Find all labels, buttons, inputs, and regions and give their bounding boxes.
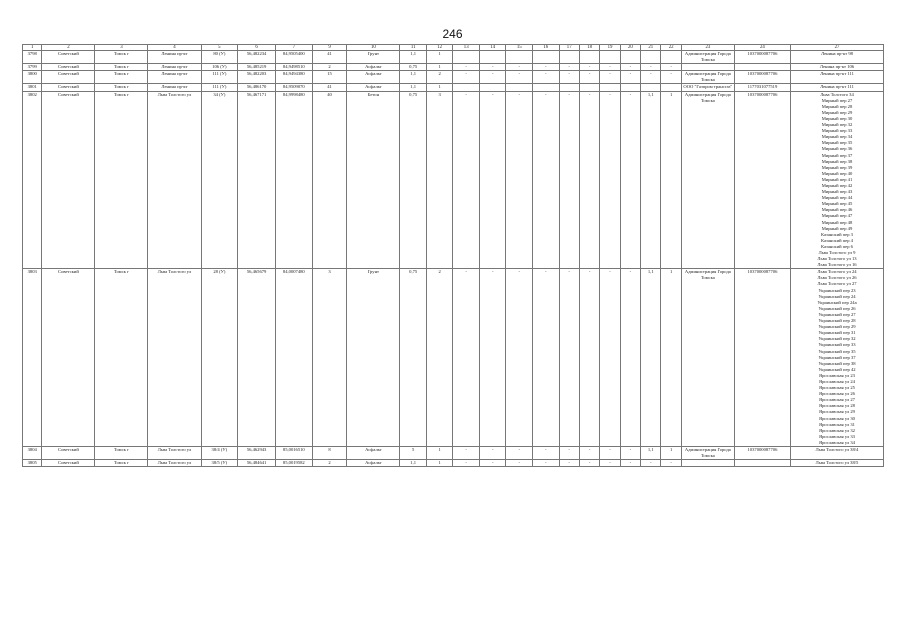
cell-c19: - bbox=[600, 447, 620, 460]
cell-c18: - bbox=[579, 64, 599, 71]
cell-c16: - bbox=[532, 447, 559, 460]
cell-surface: Бетон bbox=[347, 91, 400, 269]
column-number-header: 1 bbox=[23, 45, 42, 51]
cell-c13: - bbox=[453, 447, 480, 460]
address-line: Мирный пер 49 bbox=[821, 225, 853, 231]
cell-lon: 84,9998480 bbox=[275, 91, 312, 269]
cell-c11: 1,1 bbox=[400, 84, 427, 91]
address-line: Украинский пер 31 bbox=[818, 330, 856, 336]
address-line: Ленина пр-кт 111 bbox=[820, 84, 854, 90]
column-number-header: 21 bbox=[641, 45, 661, 51]
cell-c11: 5 bbox=[400, 447, 427, 460]
cell-c21: - bbox=[641, 64, 661, 71]
column-number-header: 11 bbox=[400, 45, 427, 51]
table-row bbox=[23, 64, 884, 71]
cell-num: 3804 bbox=[23, 447, 42, 460]
column-number-header: 18 bbox=[579, 45, 599, 51]
cell-c13: - bbox=[453, 71, 480, 84]
address-line: Льва Толстого 34 bbox=[820, 91, 854, 97]
address-line: Украинский пер 38 bbox=[818, 360, 856, 366]
cell-lon: 85,0016510 bbox=[275, 447, 312, 460]
cell-c13 bbox=[453, 84, 480, 91]
cell-city: Томск г bbox=[95, 64, 148, 71]
address-line: Украинский пер 28 bbox=[818, 318, 856, 324]
cell-c13: - bbox=[453, 64, 480, 71]
address-line: Ярославская ул 29 bbox=[819, 409, 855, 415]
cell-c15 bbox=[506, 84, 533, 91]
address-line: Мирный пер 27 bbox=[821, 97, 853, 103]
cell-c12: 2 bbox=[426, 71, 453, 84]
cell-city: Томск г bbox=[95, 447, 148, 460]
cell-owner: Администрация Города Томска bbox=[681, 51, 734, 64]
cell-house: 38/5 (У) bbox=[201, 460, 238, 467]
address-line: Ярославская ул 25 bbox=[819, 385, 855, 391]
cell-house: 111 (У) bbox=[201, 71, 238, 84]
cell-c12: 3 bbox=[426, 91, 453, 269]
cell-lon: 84,9509070 bbox=[275, 84, 312, 91]
column-number-header: 24 bbox=[734, 45, 790, 51]
cell-house: 106 (У) bbox=[201, 64, 238, 71]
cell-c20: - bbox=[620, 460, 640, 467]
cell-street: Льва Толстого ул bbox=[148, 91, 201, 269]
address-line: Ярославская ул 30 bbox=[819, 415, 855, 421]
address-line: Украинский пер 24 bbox=[818, 293, 856, 299]
address-line: Ярославская ул 27 bbox=[819, 397, 855, 403]
cell-district: Советский bbox=[42, 71, 95, 84]
cell-c17: - bbox=[559, 460, 579, 467]
column-number-header: 27 bbox=[790, 45, 883, 51]
cell-city: Томск г bbox=[95, 91, 148, 269]
table-row bbox=[23, 91, 884, 269]
cell-district: Советский bbox=[42, 51, 95, 64]
cell-city: Томск г bbox=[95, 71, 148, 84]
address-line: Мирный пер 43 bbox=[821, 189, 853, 195]
cell-area: 41 bbox=[312, 51, 347, 64]
cell-addresses bbox=[790, 64, 883, 71]
address-line: Мирный пер 42 bbox=[821, 182, 853, 188]
cell-c11: 0,75 bbox=[400, 64, 427, 71]
cell-addresses bbox=[790, 84, 883, 91]
cell-c13: - bbox=[453, 460, 480, 467]
address-line: Украинский пер 27 bbox=[818, 311, 856, 317]
cell-c20: - bbox=[620, 269, 640, 447]
address-line: Мирный пер 40 bbox=[821, 170, 853, 176]
cell-c11: 1,1 bbox=[400, 460, 427, 467]
cell-c22 bbox=[661, 51, 681, 64]
cell-c21: - bbox=[641, 71, 661, 84]
address-line: Ярославская ул 23 bbox=[819, 372, 855, 378]
cell-num: 3802 bbox=[23, 91, 42, 269]
column-number-header: 9 bbox=[312, 45, 347, 51]
cell-c12: 1 bbox=[426, 460, 453, 467]
column-number-header: 20 bbox=[620, 45, 640, 51]
cell-c16: - bbox=[532, 460, 559, 467]
cell-c12: 1 bbox=[426, 51, 453, 64]
cell-c22 bbox=[661, 84, 681, 91]
cell-c13: - bbox=[453, 91, 480, 269]
cell-area: 2 bbox=[312, 64, 347, 71]
cell-area: 2 bbox=[312, 460, 347, 467]
cell-lon: 84,0007480 bbox=[275, 269, 312, 447]
column-number-header: 17 bbox=[559, 45, 579, 51]
address-line: Мирный пер 29 bbox=[821, 109, 853, 115]
table-row bbox=[23, 84, 884, 91]
address-line: Мирный пер 47 bbox=[821, 213, 853, 219]
address-line: Льва Толстого ул 38/5 bbox=[815, 460, 859, 466]
cell-c22: 1 bbox=[661, 91, 681, 269]
cell-district: Советский bbox=[42, 64, 95, 71]
cell-c16: - bbox=[532, 64, 559, 71]
table-row bbox=[23, 71, 884, 84]
cell-addresses bbox=[790, 269, 883, 447]
cell-lat: 56,482234 bbox=[238, 51, 276, 64]
cell-c15: - bbox=[506, 64, 533, 71]
cell-c13 bbox=[453, 51, 480, 64]
cell-c20: - bbox=[620, 64, 640, 71]
cell-area: 3 bbox=[312, 269, 347, 447]
cell-c14: - bbox=[479, 460, 506, 467]
cell-area: 41 bbox=[312, 84, 347, 91]
column-number-header: 5 bbox=[201, 45, 238, 51]
address-line: Мирный пер 32 bbox=[821, 122, 853, 128]
column-number-header: 14 bbox=[479, 45, 506, 51]
cell-house: 28 (У) bbox=[201, 269, 238, 447]
cell-c20: - bbox=[620, 71, 640, 84]
cell-num: 3801 bbox=[23, 84, 42, 91]
cell-city: Томск г bbox=[95, 269, 148, 447]
cell-ogrn bbox=[734, 64, 790, 71]
address-line: Ленина пр-кт 98 bbox=[821, 51, 853, 56]
cell-lat: 56,482203 bbox=[238, 71, 276, 84]
cell-owner: Администрация Города Томска bbox=[681, 71, 734, 84]
column-number-header: 7 bbox=[275, 45, 312, 51]
cell-street: Льва Толстого ул bbox=[148, 269, 201, 447]
cell-num: 3799 bbox=[23, 64, 42, 71]
cell-c22: - bbox=[661, 64, 681, 71]
cell-lat: 56,465679 bbox=[238, 269, 276, 447]
cell-c19: - bbox=[600, 269, 620, 447]
address-line: Ярославская ул 28 bbox=[819, 403, 855, 409]
cell-num: 3798 bbox=[23, 51, 42, 64]
address-line: Мирный пер 30 bbox=[821, 115, 853, 121]
address-line: Мирный пер 41 bbox=[821, 176, 853, 182]
column-number-header: 15 bbox=[506, 45, 533, 51]
cell-c15 bbox=[506, 51, 533, 64]
cell-num: 3800 bbox=[23, 71, 42, 84]
cell-c21 bbox=[641, 84, 661, 91]
address-line: Мирный пер 48 bbox=[821, 219, 853, 225]
cell-c11: 0,75 bbox=[400, 269, 427, 447]
cell-c22: 1 bbox=[661, 447, 681, 460]
cell-street: Ленина пр-кт bbox=[148, 71, 201, 84]
cell-c12: 1 bbox=[426, 84, 453, 91]
cell-lat: 56,484641 bbox=[238, 460, 276, 467]
cell-c17: - bbox=[559, 447, 579, 460]
address-line: Мирный пер 37 bbox=[821, 152, 853, 158]
cell-ogrn: 1037000087706 bbox=[734, 269, 790, 447]
cell-area: 40 bbox=[312, 91, 347, 269]
address-line: Украинский пер 37 bbox=[818, 354, 856, 360]
cell-c14: - bbox=[479, 64, 506, 71]
cell-c14: - bbox=[479, 91, 506, 269]
cell-c21: 1,1 bbox=[641, 447, 661, 460]
cell-c17: - bbox=[559, 64, 579, 71]
address-line: Мирный пер 36 bbox=[821, 146, 853, 152]
column-number-header: 19 bbox=[600, 45, 620, 51]
cell-c11: 1,1 bbox=[400, 71, 427, 84]
address-line: Украинский пер 35 bbox=[818, 348, 856, 354]
cell-c12: 2 bbox=[426, 269, 453, 447]
cell-city: Томск г bbox=[95, 84, 148, 91]
cell-street: Льва Толстого ул bbox=[148, 447, 201, 460]
cell-house: 38/4 (У) bbox=[201, 447, 238, 460]
cell-c16: - bbox=[532, 91, 559, 269]
address-line: Мирный пер 39 bbox=[821, 164, 853, 170]
cell-street: Ленина пр-кт bbox=[148, 84, 201, 91]
table-row bbox=[23, 447, 884, 460]
address-line: Казанский пер 4 bbox=[821, 237, 853, 243]
cell-district: Советский bbox=[42, 269, 95, 447]
column-number-header: 13 bbox=[453, 45, 480, 51]
cell-c15: - bbox=[506, 71, 533, 84]
cell-c16: - bbox=[532, 269, 559, 447]
address-line: Льва Толстого ул 26 bbox=[817, 275, 857, 281]
cell-owner bbox=[681, 64, 734, 71]
address-line: Льва Толстого ул 27 bbox=[817, 281, 857, 287]
cell-c11: 0,75 bbox=[400, 91, 427, 269]
cell-c12: 1 bbox=[426, 64, 453, 71]
cell-c22: 1 bbox=[661, 269, 681, 447]
cell-num: 3805 bbox=[23, 460, 42, 467]
address-line: Льва Толстого ул 16 bbox=[817, 262, 857, 268]
cell-owner: Администрация Города Томска bbox=[681, 447, 734, 460]
cell-c21: 1,1 bbox=[641, 91, 661, 269]
address-line: Льва Толстого ул 24 bbox=[817, 269, 857, 275]
address-line: Мирный пер 38 bbox=[821, 158, 853, 164]
address-line: Украинский пер 26 bbox=[818, 305, 856, 311]
cell-addresses bbox=[790, 91, 883, 269]
cell-owner: ООО "Газпром трансгаз" bbox=[681, 84, 734, 91]
cell-c18: - bbox=[579, 269, 599, 447]
column-number-header: 22 bbox=[661, 45, 681, 51]
cell-c17 bbox=[559, 84, 579, 91]
cell-surface: Асфальт bbox=[347, 447, 400, 460]
cell-c18 bbox=[579, 84, 599, 91]
cell-owner: Администрация Города Томска bbox=[681, 91, 734, 269]
cell-lon: 84,9505400 bbox=[275, 51, 312, 64]
address-line: Мирный пер 28 bbox=[821, 103, 853, 109]
cell-surface: Асфальт bbox=[347, 84, 400, 91]
address-line: Украинский пер 32 bbox=[818, 336, 856, 342]
cell-street: Льва Толстого ул bbox=[148, 460, 201, 467]
cell-c20: - bbox=[620, 447, 640, 460]
address-line: Ярославская ул 24 bbox=[819, 378, 855, 384]
address-line: Ярославская ул 32 bbox=[819, 427, 855, 433]
address-line: Мирный пер 46 bbox=[821, 207, 853, 213]
address-line: Мирный пер 34 bbox=[821, 134, 853, 140]
cell-c22: - bbox=[661, 460, 681, 467]
cell-c18: - bbox=[579, 91, 599, 269]
address-line: Льва Толстого ул 38/4 bbox=[815, 447, 859, 452]
cell-ogrn: 1177031077519 bbox=[734, 84, 790, 91]
page-number: 246 bbox=[442, 27, 463, 41]
cell-surface: Асфальт bbox=[347, 460, 400, 467]
cell-c19: - bbox=[600, 71, 620, 84]
address-line: Мирный пер 35 bbox=[821, 140, 853, 146]
address-line: Ярославская ул 34 bbox=[819, 439, 855, 445]
cell-district: Советский bbox=[42, 447, 95, 460]
cell-surface: Грунт bbox=[347, 269, 400, 447]
address-line: Украинский пер 23 bbox=[818, 287, 856, 293]
address-line: Мирный пер 45 bbox=[821, 201, 853, 207]
cell-c21: 1,1 bbox=[641, 269, 661, 447]
cell-district: Советский bbox=[42, 91, 95, 269]
cell-c14: - bbox=[479, 269, 506, 447]
cell-c21: - bbox=[641, 460, 661, 467]
cell-num: 3803 bbox=[23, 269, 42, 447]
address-line: Ленина пр-кт 106 bbox=[819, 64, 855, 70]
cell-lat: 56,485219 bbox=[238, 64, 276, 71]
cell-c15: - bbox=[506, 269, 533, 447]
cell-c14 bbox=[479, 84, 506, 91]
column-number-header: 4 bbox=[148, 45, 201, 51]
address-line: Ярославская ул 33 bbox=[819, 433, 855, 439]
cell-street: Ленина пр-кт bbox=[148, 51, 201, 64]
cell-c17: - bbox=[559, 71, 579, 84]
cell-surface: Асфальт bbox=[347, 64, 400, 71]
cell-c15: - bbox=[506, 91, 533, 269]
cell-house: 34 (У) bbox=[201, 91, 238, 269]
cell-c15: - bbox=[506, 460, 533, 467]
cell-addresses bbox=[790, 447, 883, 460]
cell-c16 bbox=[532, 51, 559, 64]
cell-lat: 56,486170 bbox=[238, 84, 276, 91]
cell-c22: - bbox=[661, 71, 681, 84]
address-line: Ленина пр-кт 111 bbox=[820, 71, 854, 77]
address-line: Казанский пер 6 bbox=[821, 243, 853, 249]
cell-c17: - bbox=[559, 91, 579, 269]
cell-district: Советский bbox=[42, 84, 95, 91]
address-line: Мирный пер 33 bbox=[821, 128, 853, 134]
table-body bbox=[23, 45, 884, 467]
cell-lon: 84,9494380 bbox=[275, 71, 312, 84]
cell-surface: Асфальт bbox=[347, 71, 400, 84]
cell-c21 bbox=[641, 51, 661, 64]
table-row bbox=[23, 269, 884, 447]
address-line: Украинский пер 33 bbox=[818, 342, 856, 348]
cell-lat: 56,462943 bbox=[238, 447, 276, 460]
cell-ogrn: 1037000087706 bbox=[734, 447, 790, 460]
cell-house: 111 (У) bbox=[201, 84, 238, 91]
address-line: Украинский пер 24а bbox=[817, 299, 857, 305]
cell-area: 8 bbox=[312, 447, 347, 460]
address-line: Казанский пер 3 bbox=[821, 231, 853, 237]
cell-c16: - bbox=[532, 71, 559, 84]
address-line: Льва Толстого ул 13 bbox=[817, 256, 857, 262]
cell-district: Советский bbox=[42, 460, 95, 467]
column-number-header: 12 bbox=[426, 45, 453, 51]
cell-area: 15 bbox=[312, 71, 347, 84]
cell-ogrn: 1037000087706 bbox=[734, 51, 790, 64]
cell-c19: - bbox=[600, 91, 620, 269]
cell-lon: 85,0019582 bbox=[275, 460, 312, 467]
cell-c18: - bbox=[579, 447, 599, 460]
table-row bbox=[23, 51, 884, 64]
cell-owner bbox=[681, 460, 734, 467]
address-line: Ярославская ул 26 bbox=[819, 391, 855, 397]
cell-addresses bbox=[790, 51, 883, 64]
cell-lon: 84,9498510 bbox=[275, 64, 312, 71]
column-number-header: 6 bbox=[238, 45, 276, 51]
cell-addresses bbox=[790, 71, 883, 84]
cell-c13: - bbox=[453, 269, 480, 447]
cell-surface: Грунт bbox=[347, 51, 400, 64]
cell-c19 bbox=[600, 51, 620, 64]
cell-c17: - bbox=[559, 269, 579, 447]
cell-c16 bbox=[532, 84, 559, 91]
cell-street: Ленина пр-кт bbox=[148, 64, 201, 71]
cell-c19: - bbox=[600, 64, 620, 71]
cell-c15: - bbox=[506, 447, 533, 460]
cell-owner: Администрация Города Томска bbox=[681, 269, 734, 447]
table-row bbox=[23, 460, 884, 467]
cell-c11: 1,1 bbox=[400, 51, 427, 64]
column-number-header: 16 bbox=[532, 45, 559, 51]
cell-addresses bbox=[790, 460, 883, 467]
column-number-header: 23 bbox=[681, 45, 734, 51]
cell-c19: - bbox=[600, 460, 620, 467]
cell-c19 bbox=[600, 84, 620, 91]
column-number-header: 2 bbox=[42, 45, 95, 51]
column-number-header: 3 bbox=[95, 45, 148, 51]
cell-c20 bbox=[620, 84, 640, 91]
register-table bbox=[22, 44, 884, 467]
cell-city: Томск г bbox=[95, 51, 148, 64]
cell-c18 bbox=[579, 51, 599, 64]
address-line: Ярославская ул 31 bbox=[819, 421, 855, 427]
address-line: Льва Толстого ул 9 bbox=[818, 250, 856, 255]
cell-c14: - bbox=[479, 447, 506, 460]
cell-c18: - bbox=[579, 460, 599, 467]
cell-house: 80 (У) bbox=[201, 51, 238, 64]
address-line: Мирный пер 44 bbox=[821, 195, 853, 201]
cell-c20: - bbox=[620, 91, 640, 269]
cell-c12: 1 bbox=[426, 447, 453, 460]
cell-c14: - bbox=[479, 71, 506, 84]
cell-c18: - bbox=[579, 71, 599, 84]
cell-city: Томск г bbox=[95, 460, 148, 467]
cell-ogrn: 1037000087706 bbox=[734, 71, 790, 84]
cell-ogrn bbox=[734, 460, 790, 467]
cell-ogrn: 1037000087706 bbox=[734, 91, 790, 269]
address-line: Украинский пер 42 bbox=[818, 366, 856, 372]
address-line: Украинский пер 29 bbox=[818, 324, 856, 330]
cell-c17 bbox=[559, 51, 579, 64]
cell-lat: 56,467171 bbox=[238, 91, 276, 269]
cell-c14 bbox=[479, 51, 506, 64]
column-number-header: 10 bbox=[347, 45, 400, 51]
cell-c20 bbox=[620, 51, 640, 64]
